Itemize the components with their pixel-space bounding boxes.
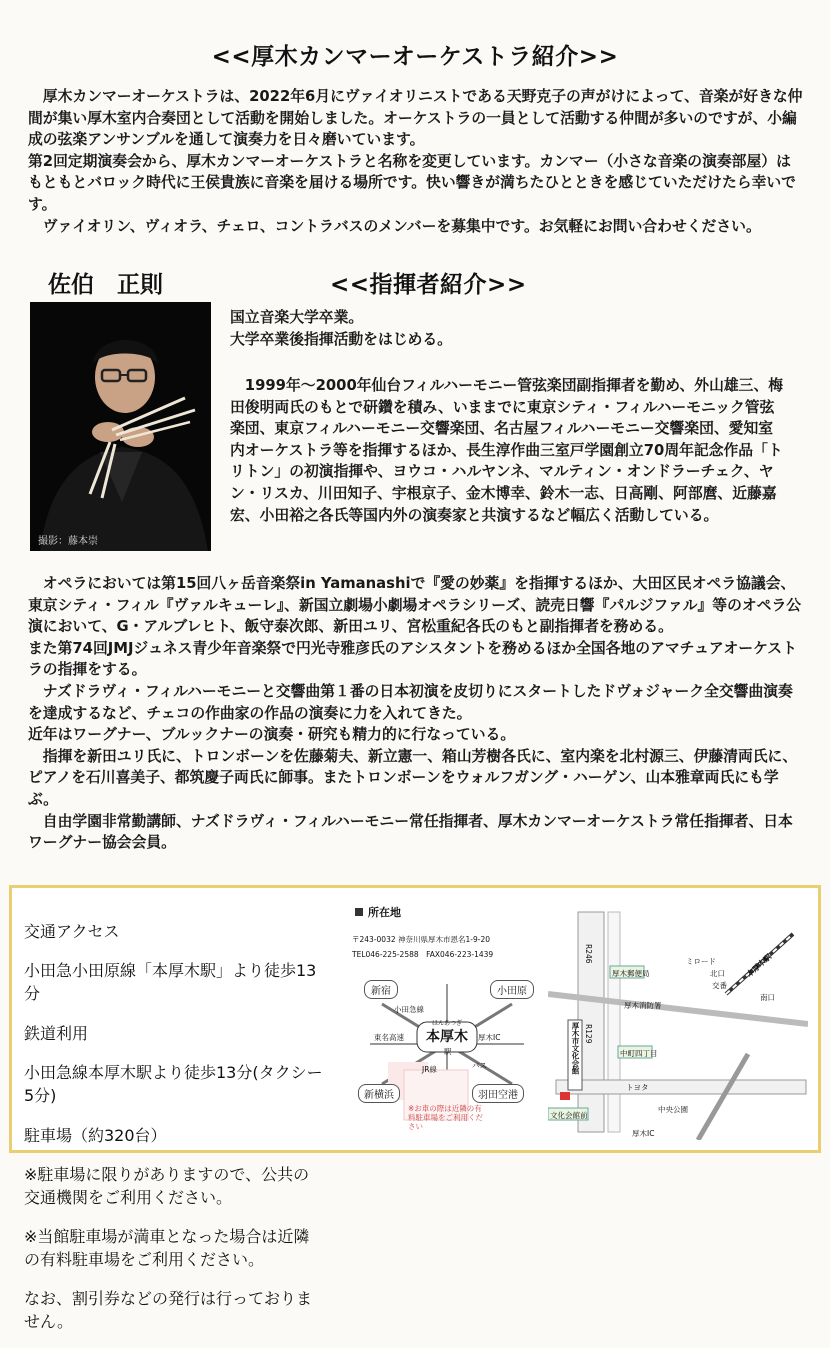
access-line: 小田急小田原線「本厚木駅」より徒歩13分 — [24, 961, 317, 1003]
route-label: 小田急線 — [394, 1005, 424, 1014]
conductor-section-title: <<指揮者紹介>> — [330, 272, 527, 298]
hub-station-sub: 駅 — [444, 1047, 452, 1056]
career-paragraph: 自由学園非常勤講師、ナズドラヴィ・フィルハーモニー常任指揮者、厚木カンマーオーケストラ常任指揮者、日本ワーグナー協会会員。 — [28, 812, 793, 852]
hub-station-small: ほんあつぎ — [432, 1020, 463, 1027]
landmark-label: 中町四丁目 — [620, 1049, 658, 1058]
map-phone: TEL046-225-2588 FAX046-223-1439 — [352, 950, 494, 959]
route-label: JR線 — [422, 1065, 437, 1074]
career-paragraph: 近年はワーグナー、ブルックナーの演奏・研究も精力的に行なっている。 — [28, 726, 516, 744]
bio-line: 国立音楽大学卒業。 — [230, 309, 364, 326]
station-label: 小田原 — [490, 980, 534, 999]
parking-heading: 駐車場（約320台） — [24, 1126, 167, 1145]
intro-paragraph: ヴァイオリン、ヴィオラ、チェロ、コントラバスのメンバーを募集中です。お気軽にお問い合わせください。 — [42, 217, 761, 235]
map-address: 〒243-0032 神奈川県厚木市恩名1-9-20 — [352, 935, 490, 944]
route-label: 東名高速 — [374, 1033, 404, 1042]
parking-note: なお、割引券などの発行は行っておりません。 — [24, 1289, 313, 1331]
conductor-photo — [30, 302, 211, 551]
bio-line: 大学卒業後指揮活動をはじめる。 — [230, 330, 452, 348]
conductor-bio-long — [230, 375, 786, 526]
intro-paragraph: 厚木カンマーオーケストラは、2022年6月にヴァイオリニストである天野克子の声がけによって、音楽が好きな仲間が集い厚木室内合奏団として活動を開始しました。オーケストラの一員として活動する仲間が多いのですが、小編成の弦楽アンサンブルを通して演奏力を日々磨いています。 — [28, 88, 803, 149]
station-label: 羽田空港 — [472, 1084, 524, 1103]
venue-label: 厚木市文化会館 — [571, 1022, 580, 1075]
hub-station: 本厚木 — [426, 1029, 468, 1045]
intro-body — [28, 86, 804, 237]
station-label: 新横浜 — [358, 1084, 400, 1103]
intro-title: <<厚木カンマーオーケストラ紹介>> — [211, 44, 619, 70]
career-paragraph: ナズドラヴィ・フィルハーモニーと交響曲第１番の日本初演を皮切りにスタートしたドヴォジャーク全交響曲演奏を達成するなど、チェコの作曲家の作品の演奏に力を入れてきた。 — [28, 682, 793, 722]
career-paragraph: 指揮を新田ユリ氏に、トロンボーンを佐藤菊夫、新立憲一、箱山芳樹各氏に、室内楽を北村源三、伊藤清両氏に、ピアノを石川喜美子、都筑慶子両氏に師事。またトロンボーンをウォルフガング・ハーゲン、山本雅章両氏にも学ぶ。 — [28, 747, 798, 808]
route-label: 厚木IC — [478, 1033, 501, 1042]
conductor-career — [28, 573, 804, 854]
landmark-label: 文化会館前 — [550, 1111, 588, 1120]
landmark-label: 交番 — [712, 981, 727, 990]
station-label: 新宿 — [364, 980, 398, 999]
landmark-label: トヨタ — [626, 1083, 649, 1092]
career-paragraph: また第74回JMJジュネス青少年音楽祭で円光寺雅彦氏のアシスタントを務めるほか全国各地のアマチュアオーケストラの指揮をする。 — [28, 639, 797, 679]
road-label: R246 — [584, 944, 593, 964]
conductor-bio-short — [230, 307, 790, 350]
conductor-name: 佐伯 正則 — [48, 272, 163, 298]
access-text — [24, 903, 324, 1348]
route-diagram — [352, 904, 540, 1136]
photo-credit: 撮影：藤本崇 — [38, 536, 98, 547]
street-map — [548, 904, 808, 1140]
access-line: 小田急線本厚木駅より徒歩13分(タクシー5分) — [24, 1063, 323, 1105]
career-paragraph: オペラにおいては第15回八ヶ岳音楽祭in Yamanashiで『愛の妙薬』を指揮するほか、大田区民オペラ協議会、東京シティ・フィル『ヴァルキューレ』、新国立劇場小劇場オペラシリーズ、読売日響『パルジファル』等のオペラ公演において、G・アルブレヒト、飯守泰次郎、新田ユリ、宮松重紀各氏のもと副指揮者を務める。 — [28, 575, 802, 636]
landmark-label: 北口 — [710, 969, 725, 978]
parking-note: ※駐車場に限りがありますので、公共の交通機関をご利用ください。 — [24, 1165, 310, 1207]
station-label: 本厚木駅 — [744, 952, 774, 979]
landmark-label: ミロード — [686, 957, 716, 966]
landmark-label: 中央公園 — [658, 1105, 688, 1114]
landmark-label: 南口 — [760, 993, 775, 1002]
parking-note: ※当館駐車場が満車となった場合は近隣の有料駐車場をご利用ください。 — [24, 1227, 310, 1269]
route-label: バス — [472, 1061, 487, 1070]
intro-paragraph: 第2回定期演奏会から、厚木カンマーオーケストラと名称を変更しています。カンマー（小さな音楽の演奏部屋）はもともとバロック時代に王侯貴族に音楽を届ける場所です。快い響きが満ちたひとときを感じていただけたら幸いです。 — [28, 152, 796, 213]
landmark-label: 厚木郵便局 — [612, 969, 650, 978]
conductor-portrait-image — [30, 302, 211, 551]
road-label: R129 — [584, 1024, 593, 1044]
map-heading: 所在地 — [368, 906, 401, 919]
access-heading: 鉄道利用 — [24, 1024, 89, 1043]
landmark-label: 厚木IC — [632, 1129, 655, 1138]
landmark-label: 厚木消防署 — [624, 1001, 662, 1010]
bio-paragraph: 1999年～2000年仙台フィルハーモニー管弦楽団副指揮者を勤め、外山雄三、梅田俊明両氏のもとで研鑽を積み、いままでに東京シティ・フィルハーモニック管弦楽団、東京フィルハーモニー交響楽団、名古屋フィルハーモニー交響楽団、愛知室内オーケストラ等を指揮するほか、長生淳作曲三室戸学園創立70周年記念作品「トリトン」の初演指揮や、ヨウコ・ハルヤンネ、マルティン・オンドラーチェク、ヤン・リスカ、川田知子、宇根京子、金木博幸、鈴木一志、日高剛、阿部麿、近藤嘉宏、小田裕之各氏等国内外の演奏家と共演するなど幅広く活動している。 — [230, 377, 784, 524]
map-note: ※お車の際は近隣の有料駐車場をご利用ください — [408, 1104, 483, 1131]
access-heading: 交通アクセス — [24, 922, 120, 941]
